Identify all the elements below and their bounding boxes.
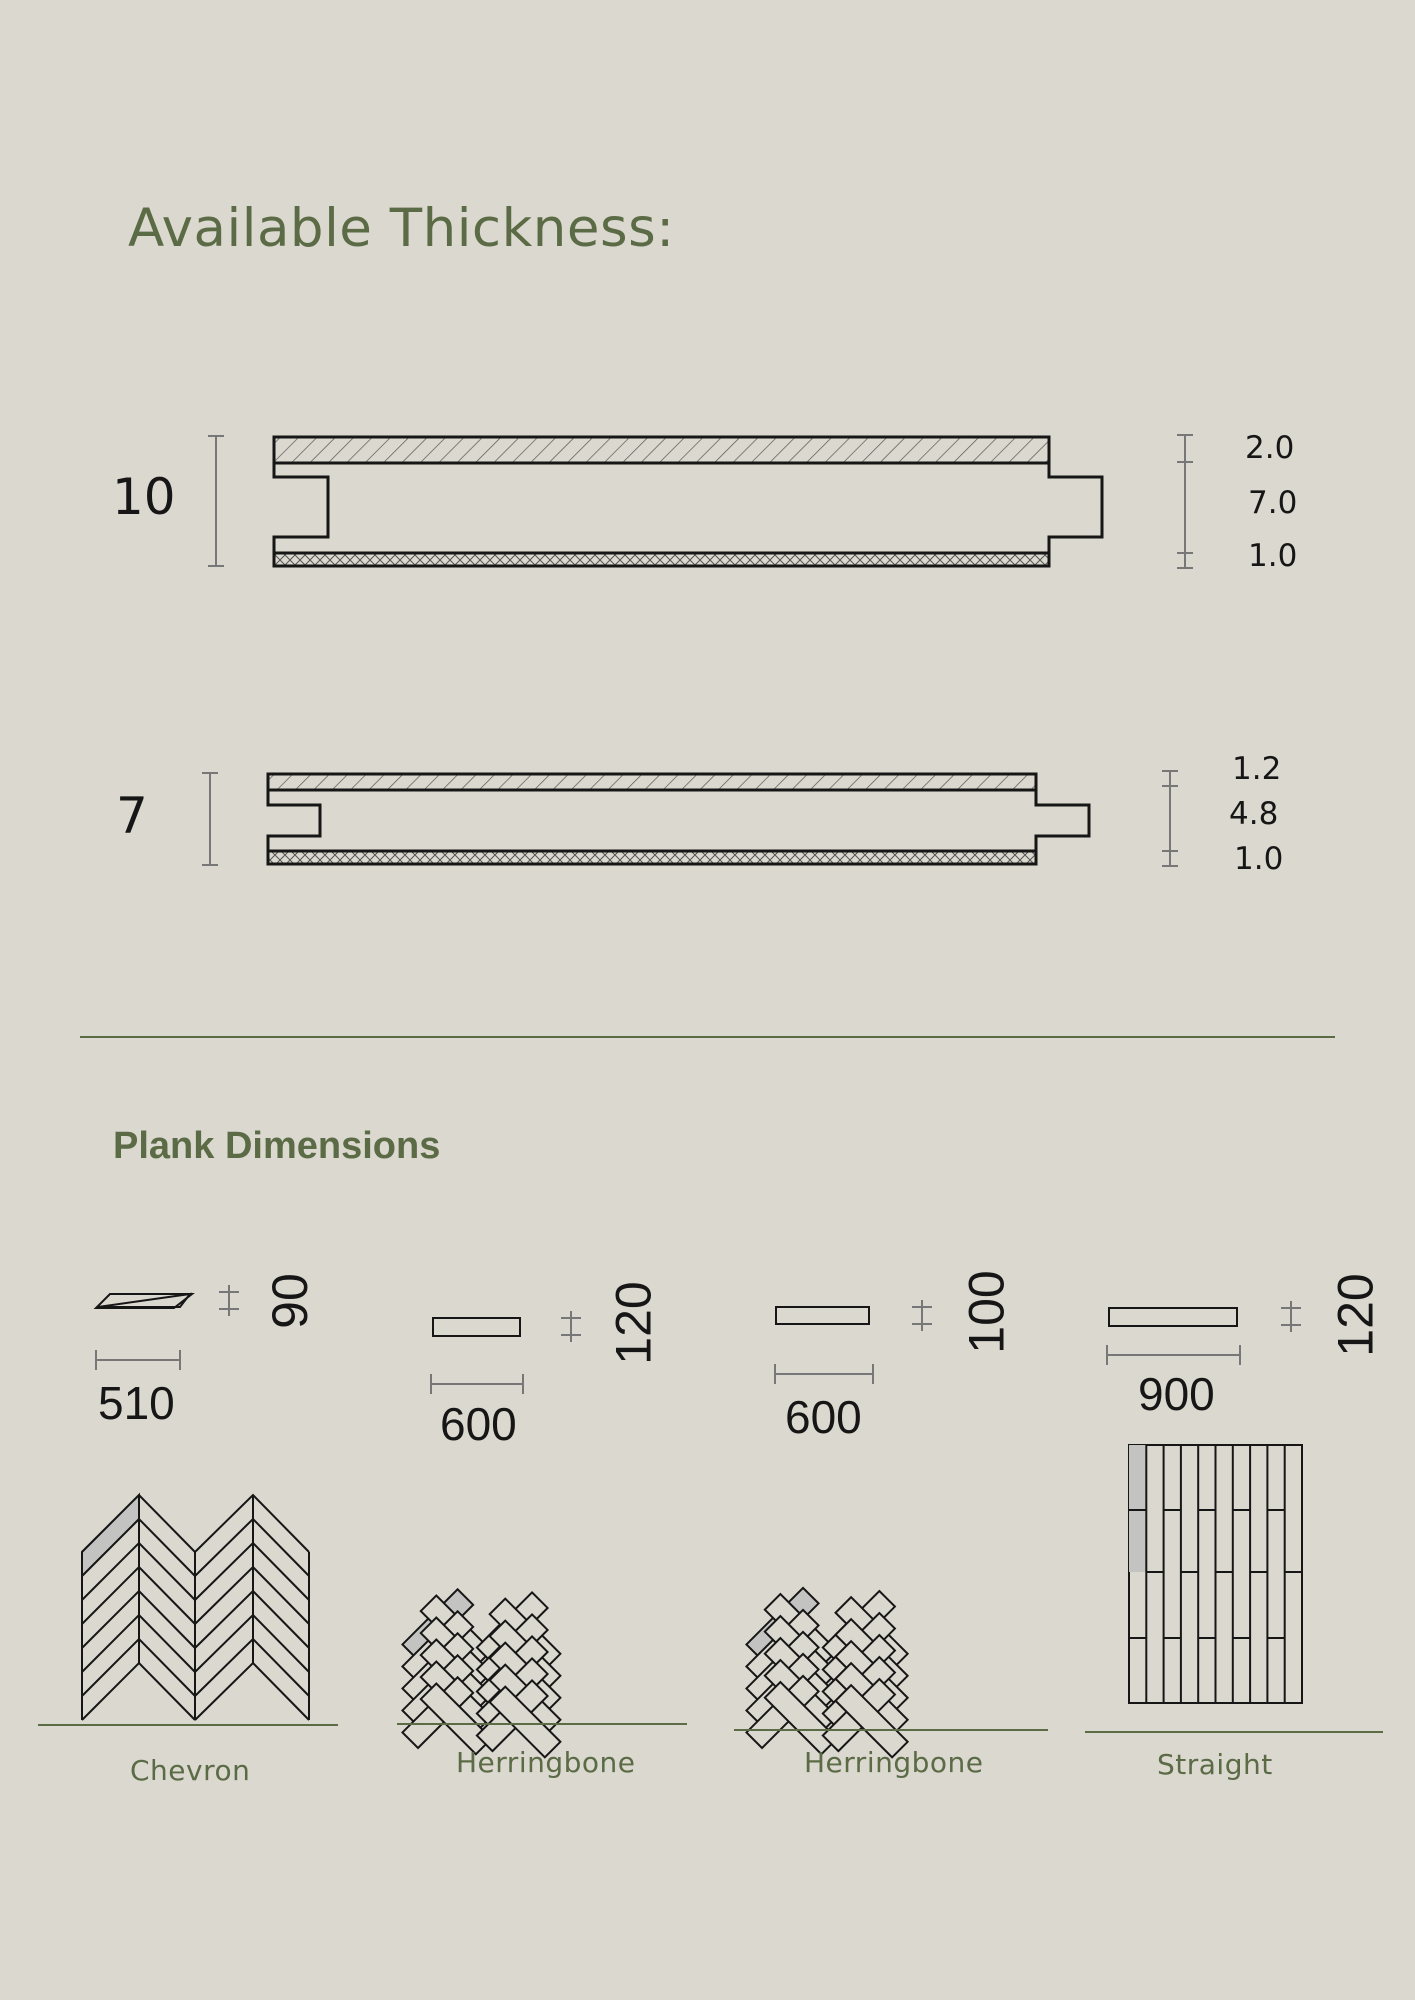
pattern-label: Herringbone [804,1746,984,1779]
plank-width-label: 120 [605,1281,662,1365]
plank-length-label: 600 [440,1398,517,1450]
plank-width-label: 100 [958,1270,1015,1354]
plank-3-icons [775,1300,932,1384]
pattern-label: Chevron [130,1754,251,1787]
highlighted-plank [1129,1445,1146,1572]
herringbone-pattern-diagram-2 [746,1588,907,1757]
plank-4-icons [1107,1301,1301,1365]
plank-1-icons [96,1285,239,1370]
profile-total-thickness: 7 [116,787,148,845]
chevron-plank [82,1663,195,1720]
pattern-label: Herringbone [456,1746,636,1779]
plank-width-label: 120 [1327,1273,1384,1357]
layer-thickness-bottom: 1.0 [1234,841,1284,877]
layer-thickness-core: 4.8 [1229,796,1279,832]
layer-thickness-core: 7.0 [1248,485,1298,521]
plank-length-label: 600 [785,1391,862,1443]
chevron-pattern-diagram [82,1495,309,1720]
layer-thickness-bottom: 1.0 [1248,538,1298,574]
layer-thickness-top: 1.2 [1232,751,1282,787]
pattern-label: Straight [1157,1748,1273,1781]
profile-total-thickness: 10 [112,468,176,526]
layer-thickness-top: 2.0 [1245,430,1295,466]
plank-length-label: 900 [1138,1368,1215,1420]
plank-length-label: 510 [98,1377,175,1429]
herringbone-pattern-diagram-1 [402,1589,560,1757]
profile-10-diagram [208,435,1193,568]
straight-pattern-diagram [1129,1445,1302,1703]
highlighted-plank [82,1495,139,1576]
plank-dimensions-heading: Plank Dimensions [113,1125,441,1167]
chevron-plank [195,1663,309,1720]
plank-width-label: 90 [261,1273,318,1329]
profile-7-diagram [202,771,1178,867]
plank-2-icons [431,1311,581,1394]
thickness-heading: Available Thickness: [128,198,675,259]
